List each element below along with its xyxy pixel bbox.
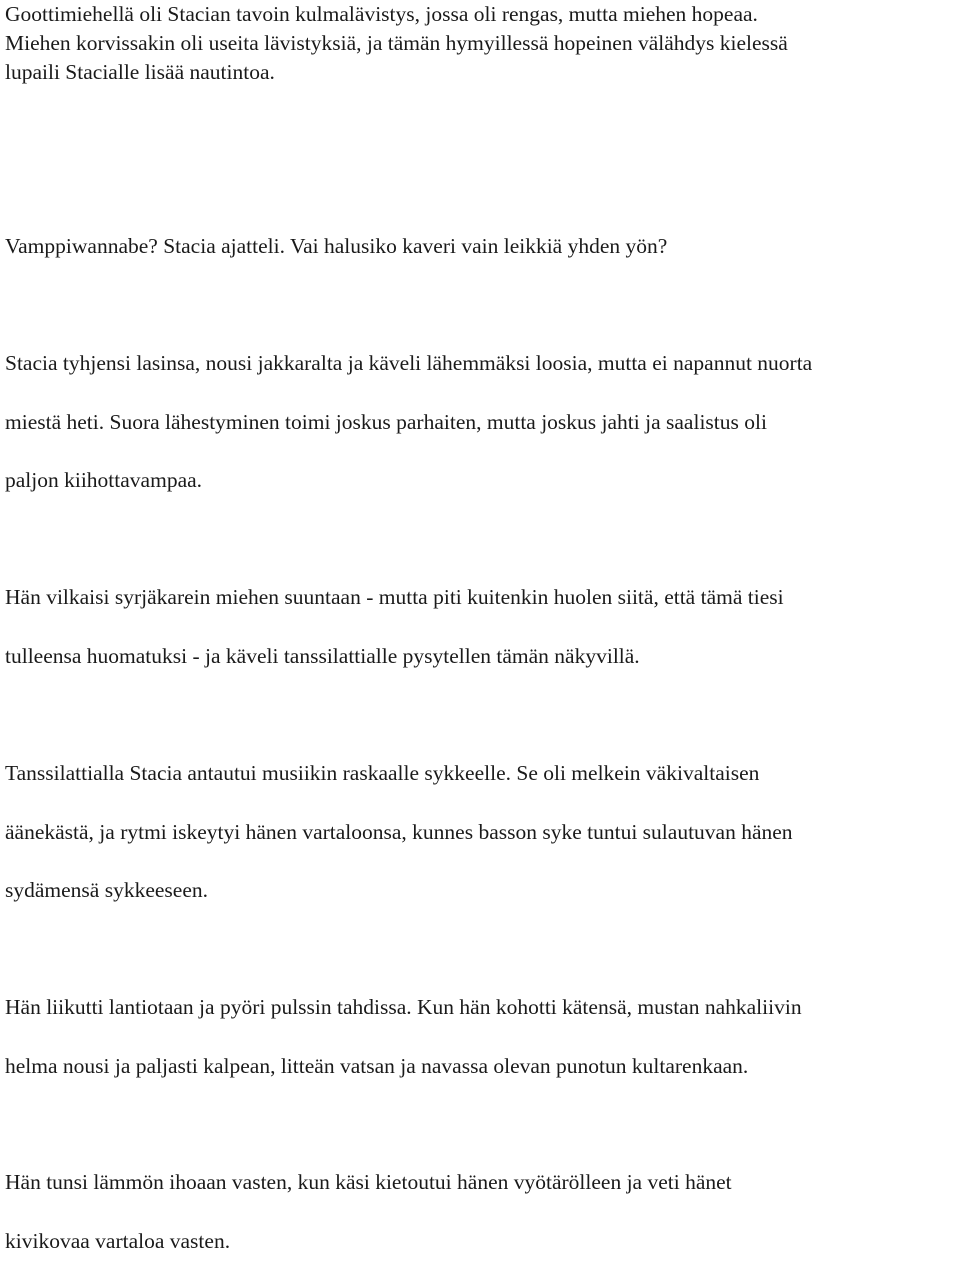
paragraph-7 [5, 1167, 960, 1284]
text-line: Tanssilattialla Stacia antautui musiikin raskaalle sykkeelle. Se oli melkein väkivaltaisen [5, 758, 960, 817]
text-line: Hän liikutti lantiotaan ja pyöri pulssin tahdissa. Kun hän kohotti kätensä, mustan nahkaliivin [5, 992, 960, 1051]
text-line: helma nousi ja paljasti kalpean, litteän vatsan ja navassa olevan punotun kultarenkaan. [5, 1051, 960, 1110]
paragraph-1 [5, 0, 960, 87]
text-line: äänekästä, ja rytmi iskeytyi hänen vartaloonsa, kunnes basson syke tuntui sulautuvan hänen [5, 817, 960, 876]
paragraph-3 [5, 348, 960, 524]
text-line: lupaili Stacialle lisää nautintoa. [5, 58, 960, 87]
text-line: Miehen korvissakin oli useita lävistyksiä, ja tämän hymyillessä hopeinen välähdys kielessä [5, 29, 960, 58]
text-line: Goottimiehellä oli Stacian tavoin kulmalävistys, jossa oli rengas, mutta miehen hopeaa. [5, 0, 960, 29]
text-line: Hän vilkaisi syrjäkarein miehen suuntaan - mutta piti kuitenkin huolen siitä, että tämä tiesi [5, 582, 960, 641]
text-line: tulleensa huomatuksi - ja käveli tanssilattialle pysytellen tämän näkyvillä. [5, 641, 960, 700]
text-line: Hän tunsi lämmön ihoaan vasten, kun käsi kietoutui hänen vyötärölleen ja veti hänet [5, 1167, 960, 1226]
text-line: Stacia tyhjensi lasinsa, nousi jakkaralta ja käveli lähemmäksi loosia, mutta ei napannut nuorta [5, 348, 960, 407]
paragraph-6 [5, 992, 960, 1109]
text-line: sydämensä sykkeeseen. [5, 875, 960, 934]
text-line: Vamppiwannabe? Stacia ajatteli. Vai halusiko kaveri vain leikkiä yhden yön? [5, 231, 960, 290]
text-line: paljon kiihottavampaa. [5, 465, 960, 524]
paragraph-4 [5, 582, 960, 699]
text-line: miestä heti. Suora lähestyminen toimi joskus parhaiten, mutta joskus jahti ja saalistus oli [5, 407, 960, 466]
paragraph-5 [5, 758, 960, 934]
paragraph-2 [5, 231, 960, 290]
text-line: kivikovaa vartaloa vasten. [5, 1226, 960, 1284]
